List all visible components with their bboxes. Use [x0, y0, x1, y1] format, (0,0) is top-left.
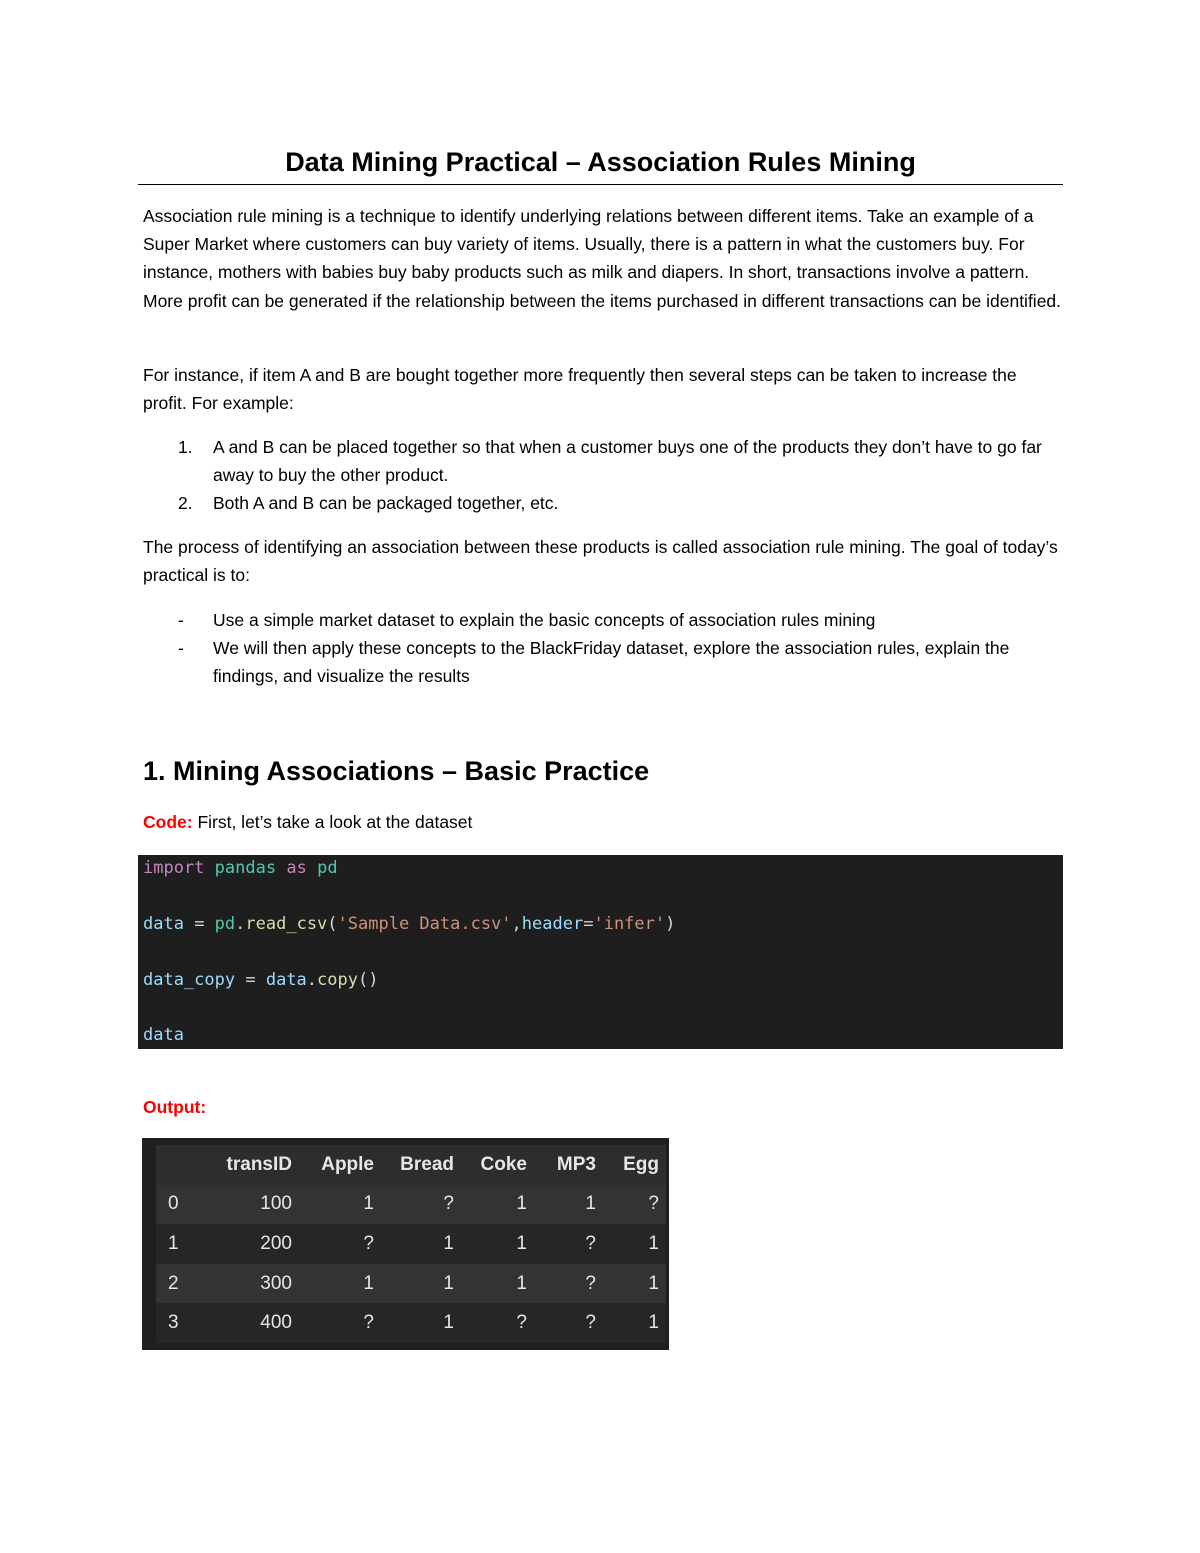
- column-header-apple: Apple: [292, 1145, 374, 1185]
- list-marker: 2.: [178, 493, 193, 513]
- code-token: pd: [317, 858, 338, 878]
- output-dataframe: [142, 1138, 669, 1350]
- table-cell: 1: [596, 1264, 666, 1304]
- table-cell: ?: [292, 1303, 374, 1343]
- code-line-4: [143, 1022, 184, 1048]
- table-cell: 400: [202, 1303, 292, 1343]
- table-cell: ?: [527, 1224, 596, 1264]
- code-token: .: [235, 914, 246, 934]
- code-token: (: [327, 914, 338, 934]
- intro-paragraph-2: For instance, if item A and B are bought together more frequently then several steps can be taken to increase the profit. For example:: [143, 365, 1017, 414]
- table-cell: ?: [374, 1185, 454, 1225]
- code-token: read_csv: [245, 914, 328, 934]
- table-cell: 1: [292, 1264, 374, 1304]
- code-token: .: [306, 970, 318, 990]
- bullet-list-item: [143, 634, 1063, 690]
- list-item-text: Use a simple market dataset to explain the basic concepts of association rules mining: [213, 610, 876, 630]
- table-cell: ?: [527, 1264, 596, 1304]
- column-header-coke: Coke: [454, 1145, 527, 1185]
- list-marker: -: [178, 638, 184, 658]
- column-header-transid: transID: [202, 1145, 292, 1185]
- table-cell: 1: [454, 1185, 527, 1225]
- code-token: ): [665, 914, 676, 934]
- row-index: 2: [156, 1264, 202, 1304]
- table-cell: 1: [596, 1224, 666, 1264]
- bullet-list: [143, 606, 1063, 690]
- code-token: copy: [317, 970, 358, 990]
- column-header-bread: Bread: [374, 1145, 454, 1185]
- table-cell: 1: [374, 1264, 454, 1304]
- code-token: ,: [511, 914, 522, 934]
- title-underline: [138, 184, 1063, 185]
- table-row: [156, 1264, 666, 1304]
- code-token: pandas: [214, 858, 277, 878]
- document-title: Data Mining Practical – Association Rules Mining: [285, 147, 916, 177]
- code-block[interactable]: [138, 855, 1063, 1049]
- list-item-text: Both A and B can be packaged together, etc.: [213, 493, 559, 513]
- intro-paragraph-3: The process of identifying an association between these products is called association rule mining. The goal of today’s practical is to:: [143, 537, 1058, 586]
- table-cell: 1: [596, 1303, 666, 1343]
- table-row: [156, 1303, 666, 1343]
- column-header-egg: Egg: [596, 1145, 666, 1185]
- code-label: Code:: [143, 812, 193, 832]
- list-marker: 1.: [178, 437, 193, 457]
- code-token: pd: [214, 914, 236, 934]
- code-token: import: [143, 858, 205, 878]
- code-intro-line: [143, 808, 1063, 836]
- table-row: [156, 1185, 666, 1225]
- bullet-list-item: [143, 606, 1063, 634]
- table-cell: 200: [202, 1224, 292, 1264]
- table-cell: 100: [202, 1185, 292, 1225]
- code-line-3: [143, 967, 378, 993]
- table-row: [156, 1224, 666, 1264]
- code-token: 'Sample Data.csv': [337, 914, 512, 934]
- table-cell: 1: [374, 1303, 454, 1343]
- table-header-row: [156, 1145, 666, 1185]
- code-token: 'infer': [593, 914, 666, 934]
- intro-paragraph-1: Association rule mining is a technique to identify underlying relations between different items. Take an example of a Super Market where customers can buy variety of items. Usually, there is a pattern in what the customers buy. For instance, mothers with babies buy baby products such as milk and diapers. In short, transactions involve a pattern. More profit can be generated if the relationship between the items purchased in different transactions can be identified.: [143, 206, 1062, 311]
- code-token: header: [521, 914, 584, 934]
- code-line-1: [143, 855, 338, 881]
- code-token: =: [583, 914, 594, 934]
- row-index: 3: [156, 1303, 202, 1343]
- code-intro-text: First, let’s take a look at the dataset: [192, 812, 473, 832]
- numbered-list-item: [143, 433, 1063, 489]
- table-cell: ?: [596, 1185, 666, 1225]
- table-cell: 1: [292, 1185, 374, 1225]
- code-token: =: [235, 970, 266, 990]
- code-token: data: [265, 970, 307, 990]
- table-cell: ?: [454, 1303, 527, 1343]
- list-item-text: We will then apply these concepts to the BlackFriday dataset, explore the association rules, explain the findings, and visualize the results: [213, 638, 1010, 686]
- code-token: (): [358, 970, 379, 990]
- row-index: 1: [156, 1224, 202, 1264]
- column-header-index: [156, 1145, 202, 1185]
- column-header-mp3: MP3: [527, 1145, 596, 1185]
- list-marker: -: [178, 610, 184, 630]
- list-item-text: A and B can be placed together so that when a customer buys one of the products they don’t have to go far away to buy the other product.: [213, 437, 1042, 485]
- code-token: data_copy: [143, 970, 236, 990]
- table-cell: ?: [292, 1224, 374, 1264]
- code-line-2: [143, 911, 675, 937]
- code-token: data: [143, 1025, 184, 1045]
- code-token: =: [183, 914, 215, 934]
- numbered-list: [143, 433, 1063, 517]
- table-cell: ?: [527, 1303, 596, 1343]
- table-cell: 1: [374, 1224, 454, 1264]
- table-cell: 300: [202, 1264, 292, 1304]
- table-cell: 1: [454, 1224, 527, 1264]
- table-cell: 1: [454, 1264, 527, 1304]
- code-token: data: [143, 914, 184, 934]
- numbered-list-item: [143, 489, 1063, 517]
- code-token: as: [286, 858, 307, 878]
- dataframe-table: [156, 1145, 666, 1343]
- table-cell: 1: [527, 1185, 596, 1225]
- row-index: 0: [156, 1185, 202, 1225]
- section-heading: 1. Mining Associations – Basic Practice: [143, 756, 650, 786]
- output-label: Output:: [143, 1097, 207, 1117]
